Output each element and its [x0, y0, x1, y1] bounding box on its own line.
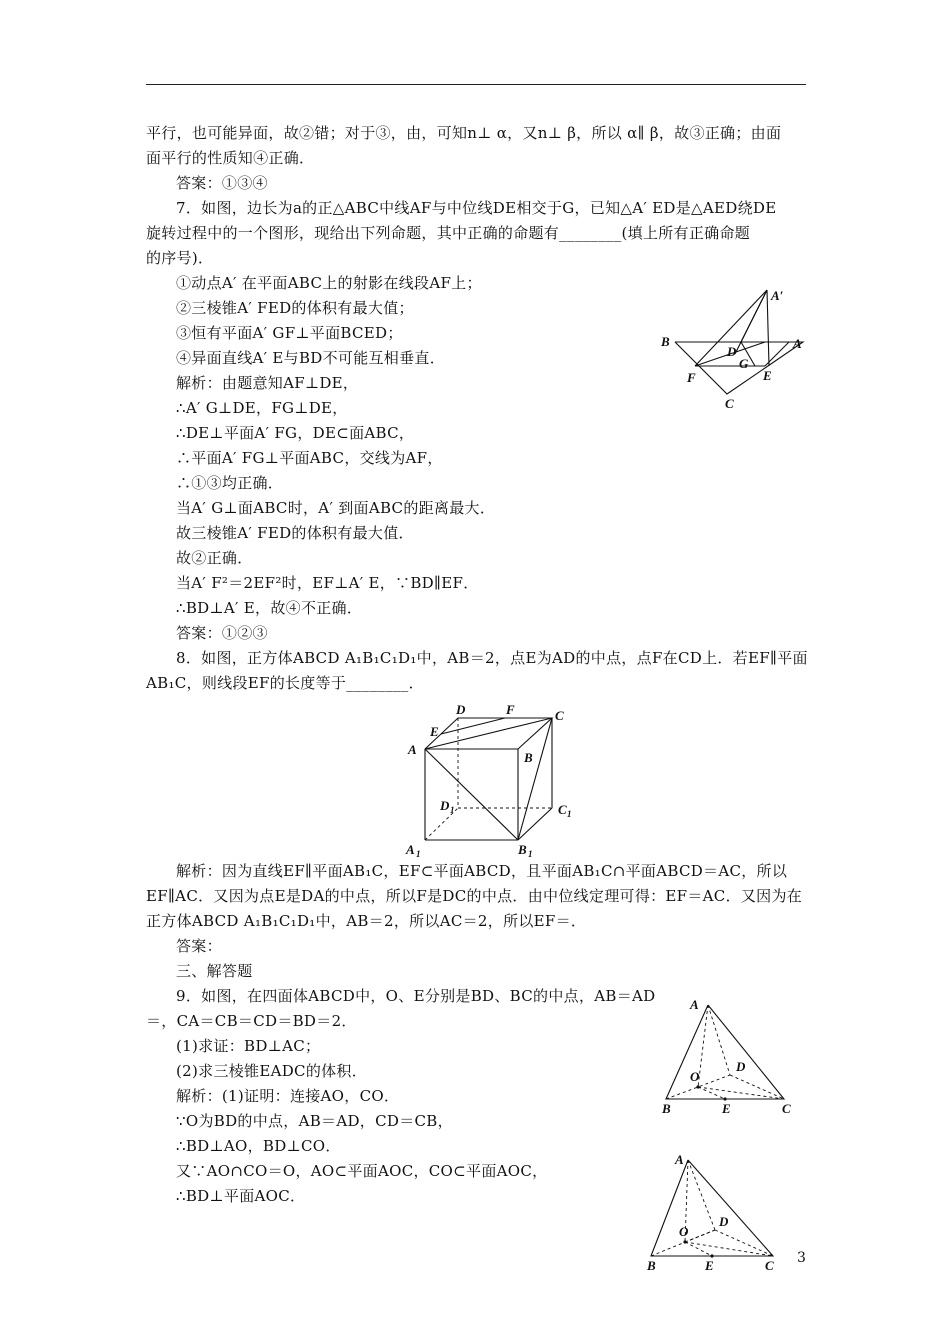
text-line: ∴BD⊥A′ E，故④不正确． — [176, 599, 363, 617]
label-d: D — [736, 1059, 746, 1074]
text-line: ②三棱锥A′ FED的体积有最大值； — [176, 299, 414, 317]
label-c: C — [725, 396, 734, 411]
figure-8-cube-bottom-labels — [400, 830, 590, 859]
text-line: 正方体ABCD A₁B₁C₁D₁中，AB＝2，所以AC＝2，所以EF＝． — [146, 912, 587, 930]
text-line: 当A′ F²＝2EF²时，EF⊥A′ E，∵BD∥EF． — [176, 574, 479, 592]
label-a: A — [793, 336, 802, 351]
label-b: B — [661, 334, 670, 349]
text-line: ∵O为BD的中点，AB＝AD，CD＝CB， — [176, 1112, 453, 1130]
text-line: 故②正确． — [176, 549, 253, 567]
text-line: ①动点A′ 在平面ABC上的射影在线段AF上； — [176, 274, 482, 292]
label-b1: B — [518, 842, 527, 857]
label-d: D — [727, 344, 737, 359]
label-g: G — [739, 356, 749, 371]
label-c1-subscript: 1 — [567, 809, 572, 819]
label-d1: D — [440, 798, 450, 813]
label-o: O — [690, 1069, 700, 1084]
label-e: E — [705, 1258, 714, 1273]
figure-9-tetrahedron-2 — [645, 1150, 790, 1275]
figure-7-diagram — [655, 282, 815, 412]
label-b: B — [662, 1101, 671, 1116]
text-line: 三、解答题 — [176, 962, 253, 980]
text-line: AB₁C，则线段EF的长度等于________． — [146, 674, 424, 692]
text-line: (1)求证：BD⊥AC； — [176, 1037, 321, 1055]
label-a1-subscript: 1 — [416, 849, 421, 859]
label-o: O — [679, 1224, 689, 1239]
label-e: E — [430, 724, 439, 739]
label-a: A — [408, 742, 417, 757]
label-e: E — [722, 1101, 731, 1116]
label-b: B — [647, 1258, 656, 1273]
label-a1: A — [406, 842, 415, 857]
figure-9-tetrahedron-1 — [660, 995, 800, 1115]
text-line: EF∥AC．又因为点E是DA的中点，所以F是DC的中点．由中位线定理可得：EF＝AC．又因为在 — [146, 887, 803, 905]
text-line: (2)求三棱锥EADC的体积． — [176, 1062, 368, 1080]
text-line: 平行，也可能异面，故②错；对于③，由，可知n⊥ α，又n⊥ β，所以 α∥ β，故③正确；由面 — [146, 124, 782, 142]
text-line: ∴平面A′ FG⊥平面ABC，交线为AF， — [176, 449, 443, 467]
text-line: 解析：因为直线EF∥平面AB₁C，EF⊂平面ABCD，且平面AB₁C∩平面ABCD＝AC，所以 — [176, 862, 788, 880]
label-a-prime: A′ — [771, 288, 784, 303]
label-f: F — [506, 702, 515, 717]
label-d: D — [456, 702, 466, 717]
text-line: ＝，CA＝CB＝CD＝BD＝2． — [146, 1012, 357, 1030]
text-line: ∴DE⊥平面A′ FG，DE⊂面ABC， — [176, 424, 415, 442]
text-line: ∴BD⊥AO，BD⊥CO． — [176, 1137, 341, 1155]
text-line: ∴A′ G⊥DE，FG⊥DE， — [176, 399, 348, 417]
label-c: C — [765, 1258, 774, 1273]
text-line: ∴BD⊥平面AOC． — [176, 1187, 306, 1205]
text-line: 当A′ G⊥面ABC时，A′ 到面ABC的距离最大． — [176, 499, 496, 517]
point-o — [683, 1240, 686, 1243]
label-c: C — [782, 1101, 791, 1116]
label-c1: C — [558, 802, 567, 817]
text-line: 的序号)． — [146, 249, 214, 267]
text-line: 故三棱锥A′ FED的体积有最大值． — [176, 524, 414, 542]
label-e: E — [763, 368, 772, 383]
label-b1-subscript: 1 — [528, 849, 533, 859]
text-line: 答案：①②③ — [176, 624, 268, 642]
label-d: D — [719, 1214, 729, 1229]
text-line: ③恒有平面A′ GF⊥平面BCED； — [176, 324, 403, 342]
text-line: 解析：(1)证明：连接AO，CO． — [176, 1087, 400, 1105]
point-o — [696, 1085, 699, 1088]
text-line: ∴①③均正确． — [176, 474, 284, 492]
label-a: A — [690, 997, 699, 1012]
text-line: 又∵AO∩CO＝O，AO⊂平面AOC，CO⊂平面AOC， — [176, 1162, 548, 1180]
text-line: 答案：①③④ — [176, 174, 268, 192]
label-d1-subscript: 1 — [450, 805, 455, 815]
label-a: A — [675, 1152, 684, 1167]
label-f: F — [687, 370, 696, 385]
text-line: 面平行的性质知④正确． — [146, 149, 315, 167]
text-line: 旋转过程中的一个图形，现给出下列命题，其中正确的命题有________(填上所有正确命题 — [146, 224, 751, 242]
page-number: 3 — [797, 1250, 806, 1266]
text-line: 解析：由题意知AF⊥DE， — [176, 374, 359, 392]
text-line: 9．如图，在四面体ABCD中，O、E分别是BD、BC的中点，AB＝AD — [176, 987, 656, 1005]
text-line: 答案： — [176, 937, 222, 955]
text-line: 7．如图，边长为a的正△ABC中线AF与中位线DE相交于G，已知△A′ ED是△AED绕DE — [176, 199, 777, 217]
figure-8-cube — [400, 700, 590, 830]
header-rule — [146, 84, 806, 85]
text-line: 8．如图，正方体ABCD A₁B₁C₁D₁中，AB＝2，点E为AD的中点，点F在CD上．若EF∥平面 — [176, 649, 808, 667]
label-c: C — [555, 708, 564, 723]
label-b: B — [524, 750, 533, 765]
text-line: ④异面直线A′ E与BD不可能互相垂直． — [176, 349, 446, 367]
